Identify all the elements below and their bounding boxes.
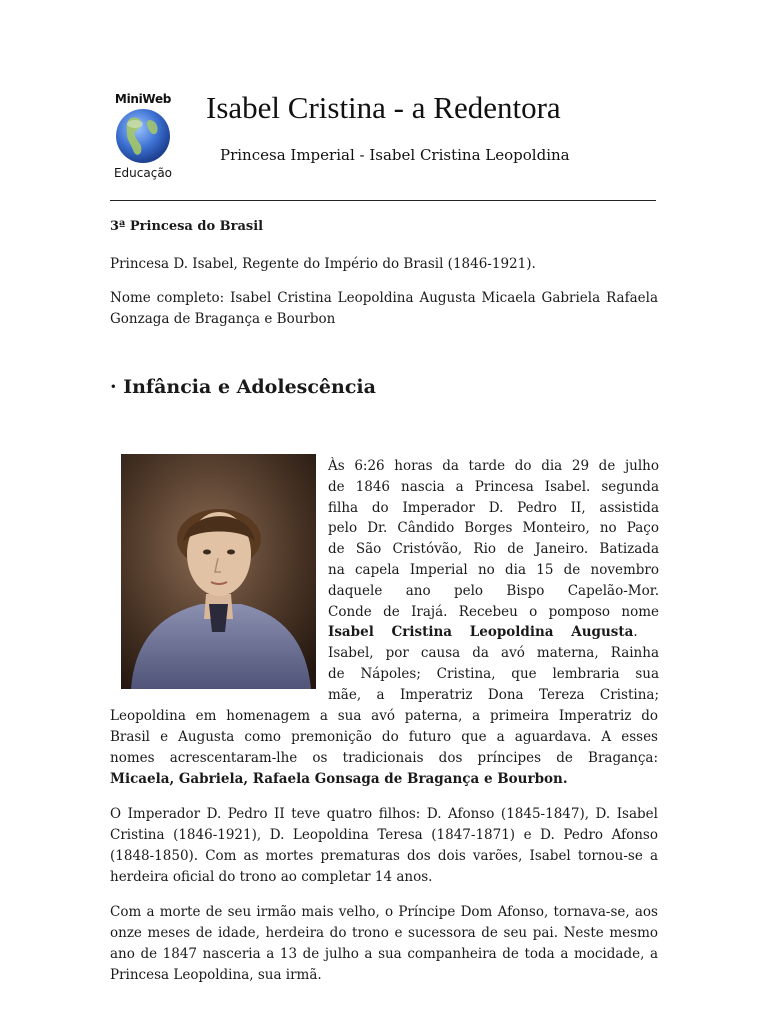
portrait-painting-icon [121, 454, 316, 689]
text-line-bold-names [110, 769, 658, 790]
succession-paragraph: Com a morte de seu irmão mais velho, o Príncipe Dom Afonso, tornava-se, aos onze meses de idade, herdeira do trono e sucessora de seu pai. Neste mesmo ano de 1847 nasceria a 13 de julho a sua companheira de toda a mocidade, a Princesa Leopoldina, sua irmã. [110, 904, 658, 983]
bold-name: Isabel Cristina Leopoldina Augusta [328, 624, 634, 641]
globe-icon [113, 106, 173, 166]
logo-top-text: MiniWeb [114, 92, 172, 106]
page-subtitle: Princesa Imperial - Isabel Cristina Leopoldina [220, 146, 570, 164]
childhood-heading: · Infância e Adolescência [110, 376, 376, 398]
horizontal-divider [110, 200, 656, 201]
text-line: Às 6:26 horas da tarde do dia 29 de julho [328, 458, 659, 474]
text-line: Isabel, por causa da avó materna, Rainha [328, 645, 659, 662]
text-line: na capela Imperial no dia 15 de novembro [328, 561, 659, 578]
text-line: mãe, a Imperatriz Dona Tereza Cristina; [328, 686, 659, 703]
birth-paragraph-float [328, 456, 659, 706]
bold-names: Micaela, Gabriela, Rafaela Gonsaga de Bragança e Bourbon. [110, 771, 568, 787]
miniweb-logo [108, 92, 178, 184]
text-line-bold-name [328, 622, 659, 643]
text-line: daquele ano pelo Bispo Capelão-Mor. [328, 582, 659, 599]
period: . [633, 624, 638, 641]
text-line: filha do Imperador D. Pedro II, assistida [328, 499, 659, 516]
text-line: nomes acrescentaram-lhe os tradicionais dos príncipes de Bragança: [110, 750, 658, 766]
text-line: Brasil e Augusta como premonição do futuro que a aguardava. A esses [110, 729, 658, 745]
text-line: de Nápoles; Cristina, que lembraria sua [328, 665, 659, 682]
children-paragraph: O Imperador D. Pedro II teve quatro filhos: D. Afonso (1845-1847), D. Isabel Cristina (1846-1921), D. Leopoldina Teresa (1847-1871) e D. Pedro Afonso (1848-1850). Com as mortes prematuras dos dois varões, Isabel tornou-se a herdeira oficial do trono ao completar 14 anos. [110, 806, 658, 885]
text-line: Leopoldina em homenagem a sua avó paterna, a primeira Imperatriz do [110, 708, 658, 724]
text-line: pelo Dr. Cândido Borges Monteiro, no Paço [328, 520, 659, 537]
birth-paragraph-wide [110, 706, 658, 790]
text-line: de São Cristóvão, Rio de Janeiro. Batizada [328, 541, 659, 558]
intro-paragraph: Princesa D. Isabel, Regente do Império do Brasil (1846-1921). [110, 256, 536, 272]
logo-bottom-text: Educação [113, 166, 173, 180]
text-line: de 1846 nascia a Princesa Isabel. segunda [328, 478, 659, 495]
text-line: Conde de Irajá. Recebeu o pomposo nome [328, 603, 659, 620]
page-title: Isabel Cristina - a Redentora [206, 90, 561, 125]
fullname-paragraph: Nome completo: Isabel Cristina Leopoldina Augusta Micaela Gabriela Rafaela Gonzaga de Bragança e Bourbon [110, 290, 658, 327]
section-heading: 3ª Princesa do Brasil [110, 219, 264, 234]
